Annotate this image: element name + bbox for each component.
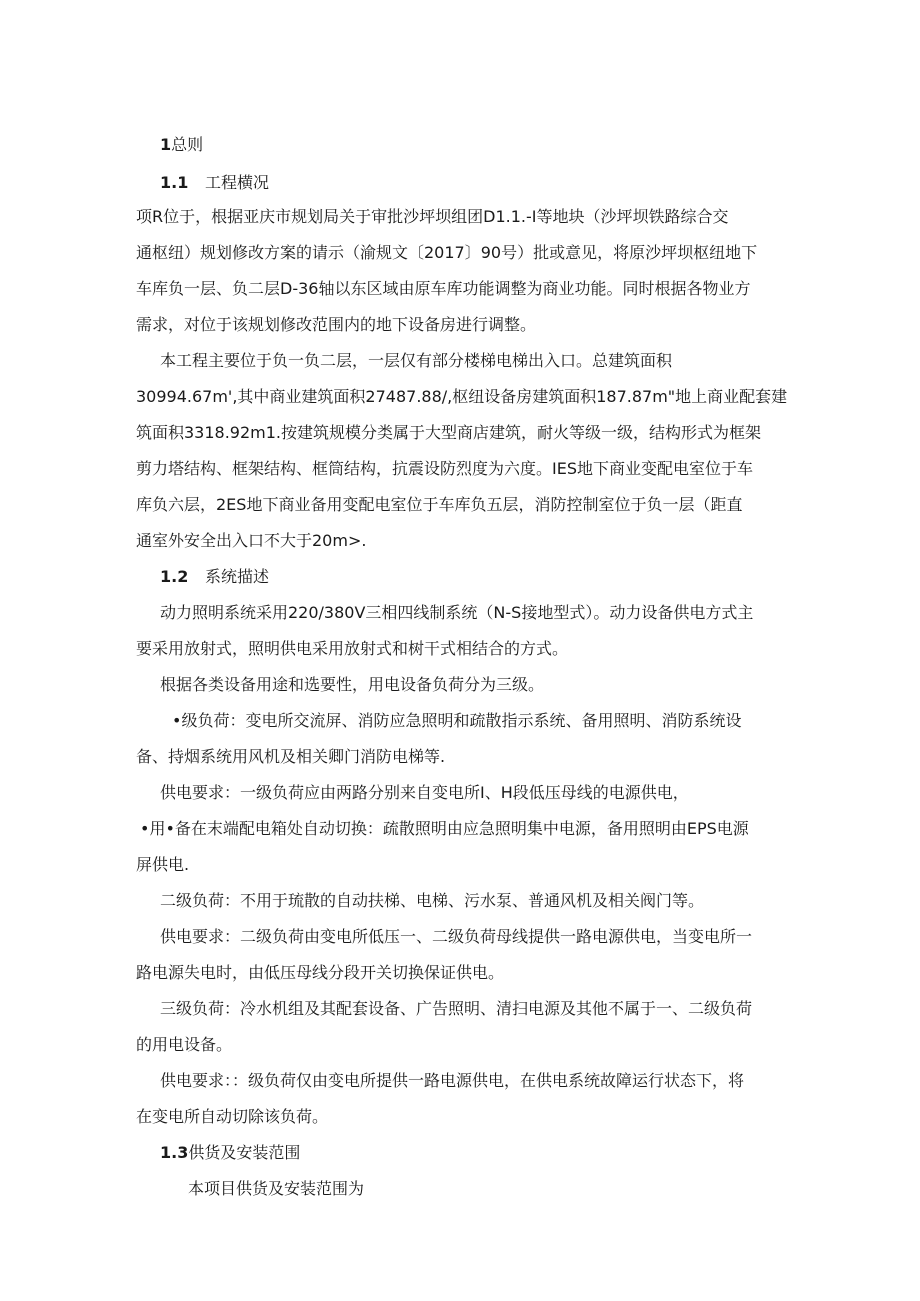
paragraph-line: 供电要求：二级负荷由变电所低压一、二级负荷母线提供一路电源供电，当变电所一 <box>160 927 753 946</box>
heading-1-3 <box>160 1143 300 1163</box>
heading-1-1-number: 1.1 <box>160 173 189 192</box>
heading-1-number: 1 <box>160 135 172 154</box>
paragraph-line: 本工程主要位于负一负二层，一层仅有部分楼梯电梯出入口。总建筑面积 <box>160 351 673 370</box>
paragraph-line: 筑面积3318.92m1.按建筑规模分类属于大型商店建筑，耐火等级一级，结构形式为框架 <box>136 423 762 442</box>
paragraph-line: 动力照明系统采用220/380V三相四线制系统（N-S接地型式）。动力设备供电方式主 <box>160 603 754 622</box>
paragraph-line: 车库负一层、负二层D-36轴以东区域由原车库功能调整为商业功能。同时根据各物业方 <box>136 279 751 298</box>
paragraph-line: 二级负荷：不用于琉散的自动扶梯、电梯、污水泵、普通风机及相关阀门等。 <box>160 891 705 910</box>
paragraph-line: 剪力塔结构、框架结构、框筒结构，抗震设防烈度为六度。IES地下商业变配电室位于车 <box>136 459 753 478</box>
paragraph-line: 通室外安全出入口不大于20m>. <box>136 531 367 550</box>
heading-1-2 <box>160 567 269 587</box>
heading-1-3-number: 1.3 <box>160 1143 189 1162</box>
paragraph-line: 的用电设备。 <box>136 1035 233 1054</box>
paragraph-line: 屏供电. <box>136 855 190 874</box>
paragraph-line: •级负荷：变电所交流屏、消防应急照明和疏散指示系统、备用照明、消防系统设 <box>172 711 742 730</box>
paragraph-line: 项R位于，根据亚庆市规划局关于审批沙坪坝组团D1.1.-I等地块（沙坪坝铁路综合交 <box>136 207 729 226</box>
heading-1 <box>160 135 203 155</box>
paragraph-line: 要采用放射式，照明供电采用放射式和树干式相结合的方式。 <box>136 639 569 658</box>
paragraph-line: 需求，对位于该规划修改范围内的地下设备房进行调整。 <box>136 315 537 334</box>
heading-1-title: 总则 <box>171 135 204 154</box>
paragraph-line: 供电要求：：级负荷仅由变电所提供一路电源供电，在供电系统故障运行状态下，将 <box>160 1071 745 1090</box>
paragraph-line: 30994.67m',其中商业建筑面积27487.88/,枢纽设备房建筑面积187.87m"地上商业配套建 <box>136 387 788 406</box>
paragraph-line: 备、持烟系统用风机及相关卿门消防电梯等. <box>136 747 446 766</box>
heading-1-3-title: 供货及安装范围 <box>188 1143 301 1162</box>
paragraph-line: 供电要求：一级负荷应由两路分别来自变电所I、H段低压母线的电源供电， <box>160 783 689 802</box>
paragraph-line: 库负六层，2ES地下商业备用变配电室位于车库负五层，消防控制室位于负一层（距直 <box>136 495 743 514</box>
heading-1-1-title: 工程横况 <box>205 173 270 192</box>
paragraph-line: 三级负荷：冷水机组及其配套设备、广告照明、清扫电源及其他不属于一、二级负荷 <box>160 999 753 1018</box>
paragraph-line: •用•备在末端配电箱处自动切换：疏散照明由应急照明集中电源，备用照明由EPS电源 <box>140 819 749 838</box>
heading-1-2-title: 系统描述 <box>205 567 270 586</box>
paragraph-line: 本项目供货及安装范围为 <box>188 1179 365 1198</box>
heading-1-1 <box>160 173 269 193</box>
paragraph-line: 通枢纽）规划修改方案的请示（渝规文〔2017〕90号）批或意见，将原沙坪坝枢纽地下 <box>136 243 758 262</box>
paragraph-line: 在变电所自动切除该负荷。 <box>136 1107 329 1126</box>
paragraph-line: 根据各类设备用途和选要性，用电设备负荷分为三级。 <box>160 675 545 694</box>
paragraph-line: 路电源失电时，由低压母线分段开关切换保证供电。 <box>136 963 505 982</box>
heading-1-2-number: 1.2 <box>160 567 189 586</box>
